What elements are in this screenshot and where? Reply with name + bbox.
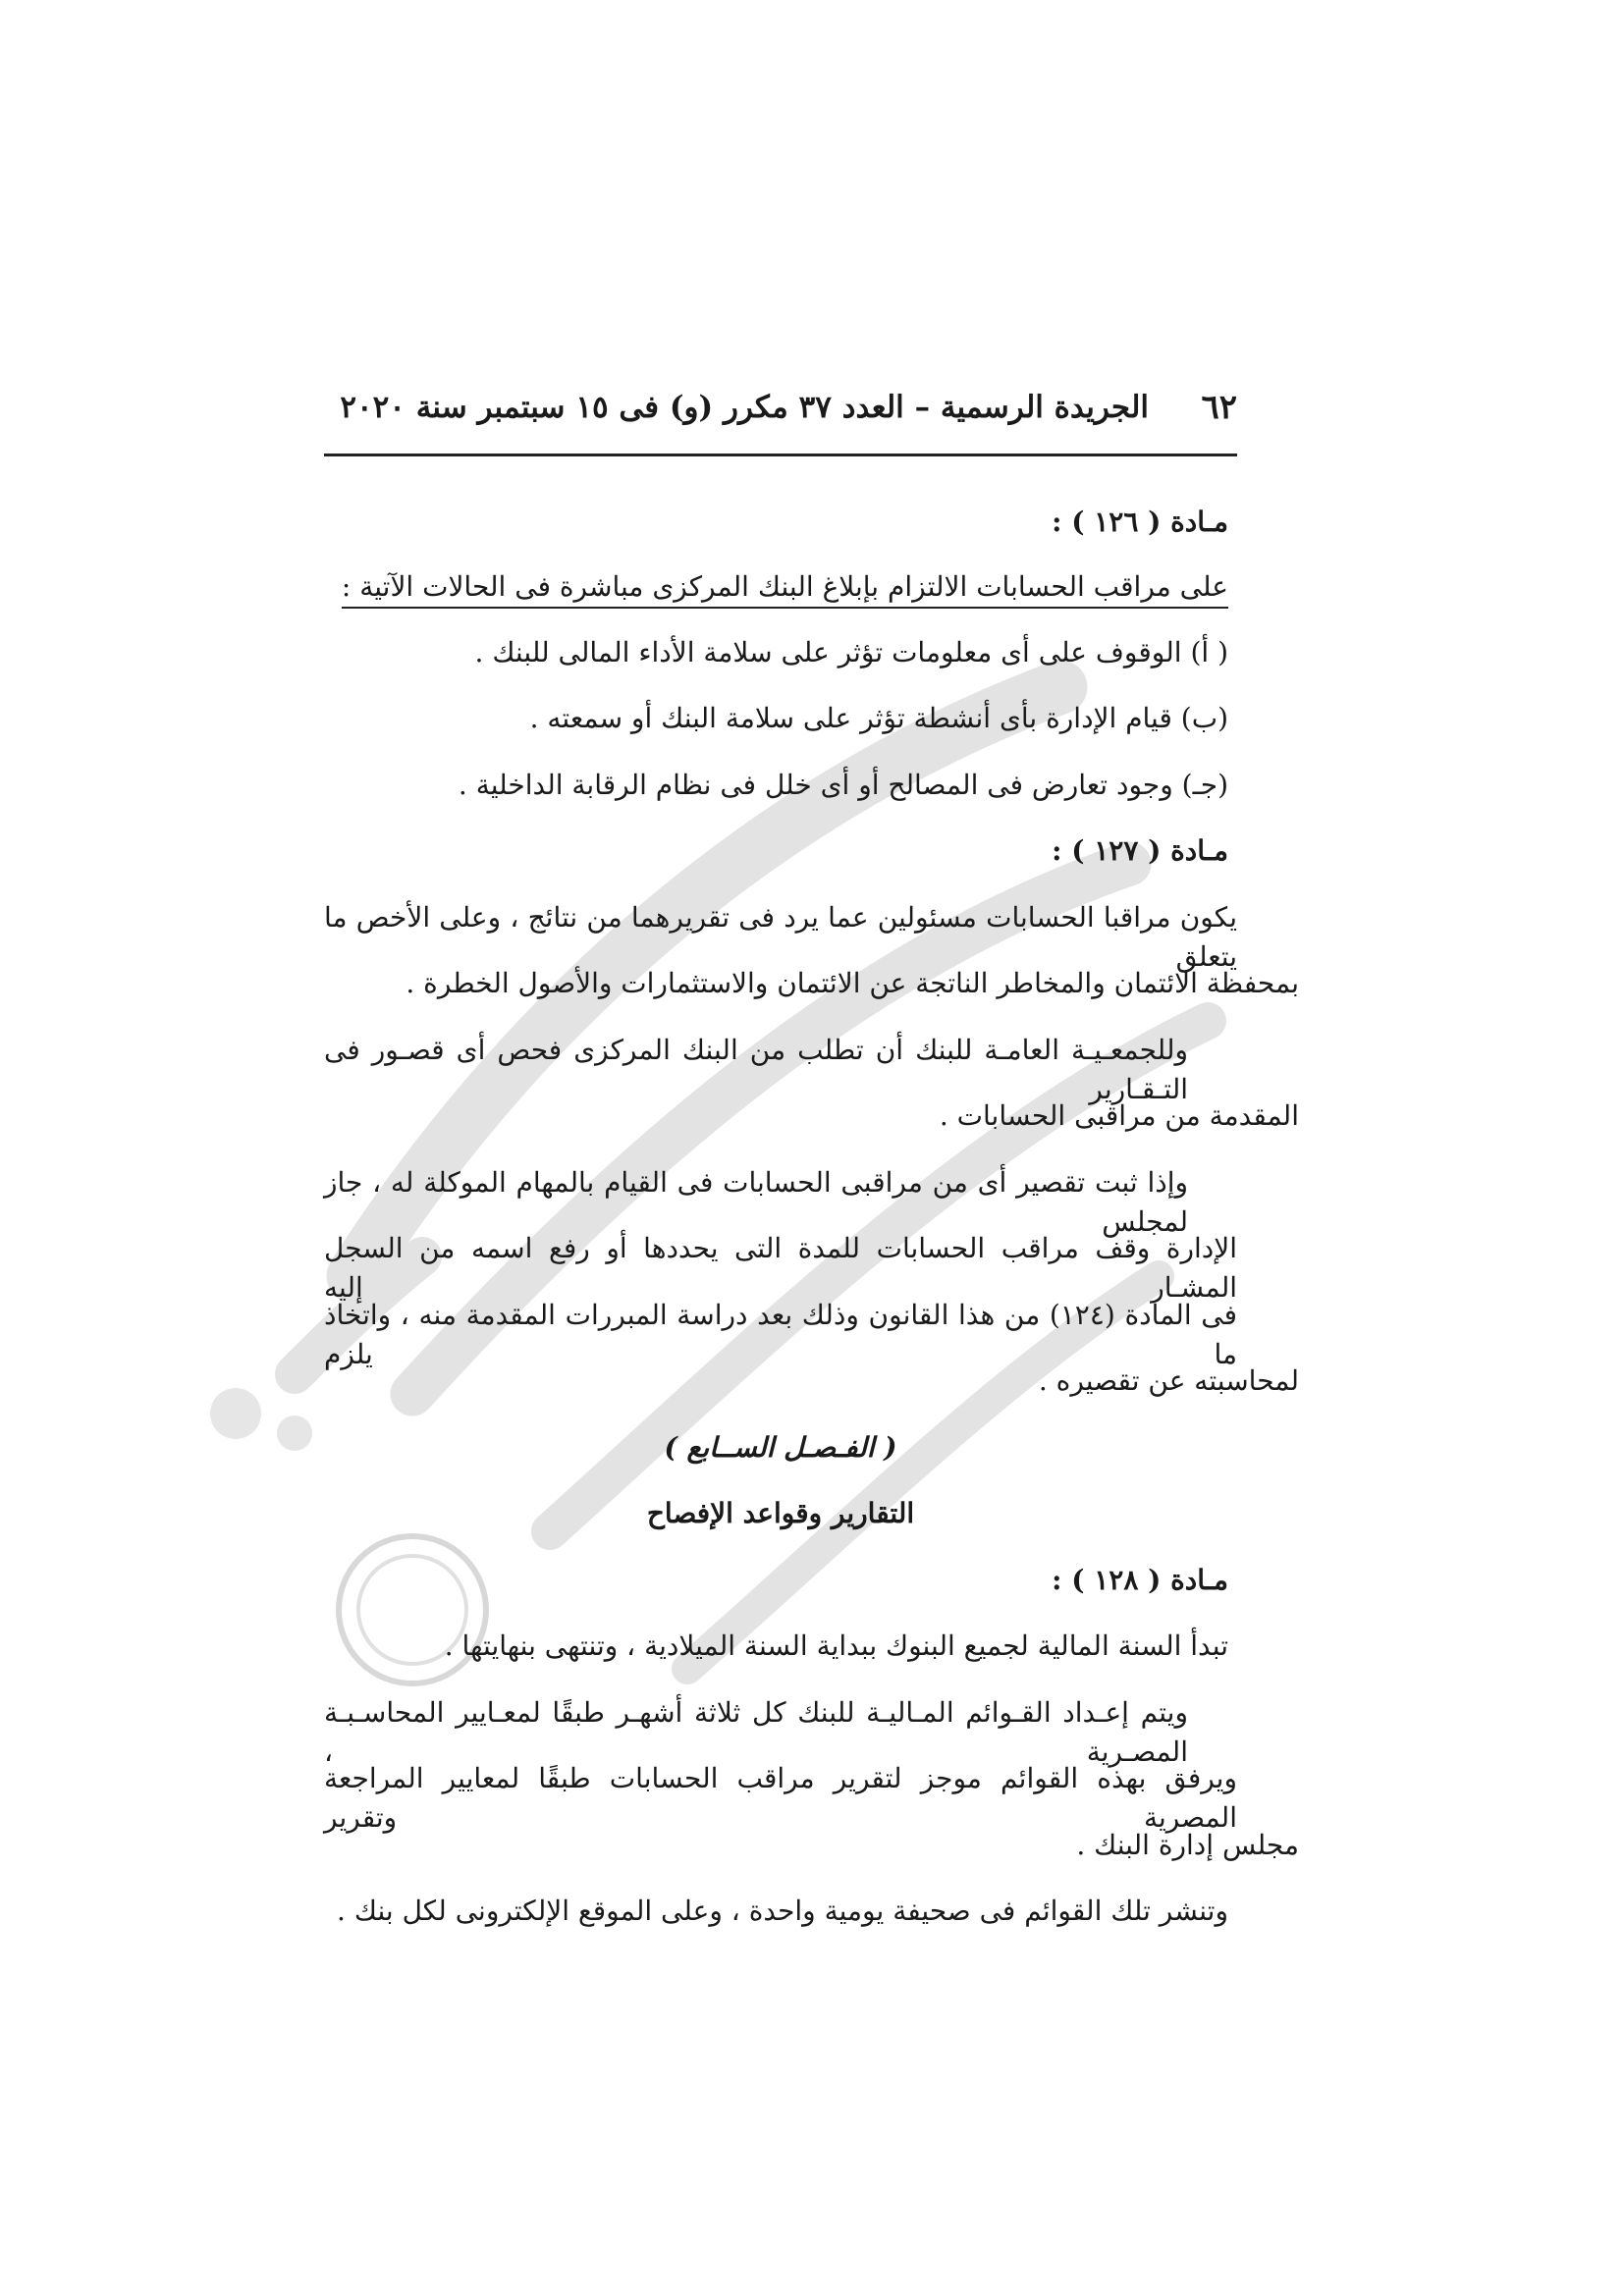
article-128-line-4: مجلس إدارة البنك . [1076, 1829, 1299, 1861]
article-128-line-1: تبدأ السنة المالية لجميع البنوك ببداية السنة الميلادية ، وتنتهى بنهايتها . [444, 1629, 1228, 1662]
article-127-line-6: الإدارة وقف مراقب الحسابات للمدة التى يحددها أو رفع اسمه من السجل المشـار إليه [324, 1232, 1237, 1304]
article-127-line-5: وإذا ثبت تقصير أى من مراقبى الحسابات فى القيام بالمهام الموكلة له ، جاز لمجلس [324, 1166, 1188, 1238]
gazette-title-line: الجريدة الرسمية – العدد ٣٧ مكرر (و) فى ١٥ سبتمبر سنة ٢٠٢٠ [340, 390, 1149, 425]
article-127-line-1: يكون مراقبا الحسابات مسئولين عما يرد فى تقريرهما من نتائج ، وعلى الأخص ما يتعلق [324, 901, 1237, 973]
article-127-line-4: المقدمة من مراقبى الحسابات . [939, 1099, 1299, 1132]
page-header [324, 388, 1237, 456]
article-127-line-3: وللجمعـيـة العامـة للبنك أن تطلب من البنك المركزى فحص أى قصـور فى التـقـارير [324, 1034, 1188, 1105]
article-127-line-2: بمحفظة الائتمان والمخاطر الناتجة عن الائتمان والاستثمارات والأصول الخطرة . [406, 967, 1299, 999]
article-128-line-3: ويرفق بهذه القوائم موجز لتقرير مراقب الحسابات طبقًا لمعايير المراجعة المصرية وتقرير [324, 1762, 1237, 1834]
article-126-intro: على مراقب الحسابات الالتزام بإبلاغ البنك المركزى مباشرة فى الحالات الآتية : [342, 570, 1228, 609]
article-126-item-b: (ب) قيام الإدارة بأى أنشطة تؤثر على سلامة البنك أو سمعته . [529, 702, 1228, 734]
article-126-item-a: ( أ) الوقوف على أى معلومات تؤثر على سلامة الأداء المالى للبنك . [474, 636, 1228, 668]
page-number: ٦٢ [1201, 388, 1237, 427]
article-127-line-7: فى المادة (١٢٤) من هذا القانون وذلك بعد دراسة المبررات المقدمة منه ، واتخاذ ما يلزم [324, 1299, 1237, 1370]
article-126-title: مـادة ( ١٢٦ ) : [1052, 506, 1228, 538]
header-rule [324, 454, 1237, 456]
article-128-line-5: وتنشر تلك القوائم فى صحيفة يومية واحدة ، وعلى الموقع الإلكترونى لكل بنك . [337, 1895, 1228, 1927]
chapter-subheading: التقارير وقواعد الإفصاح [646, 1497, 915, 1529]
article-128-line-2: ويتم إعـداد القـوائم المـاليـة للبنك كل ثلاثة أشهـر طبقًا لمعـايير المحاسـبـة المصـرية ، [324, 1696, 1188, 1768]
chapter-heading: ( الفـصـل الســابع ) [664, 1431, 897, 1464]
article-127-title: مـادة ( ١٢٧ ) : [1052, 834, 1228, 867]
article-126-item-c: (جـ) وجود تعارض فى المصالح أو أى خلل فى نظام الرقابة الداخلية . [458, 769, 1228, 801]
article-127-line-8: لمحاسبته عن تقصيره . [1038, 1364, 1299, 1397]
article-128-title: مـادة ( ١٢٨ ) : [1052, 1564, 1228, 1596]
